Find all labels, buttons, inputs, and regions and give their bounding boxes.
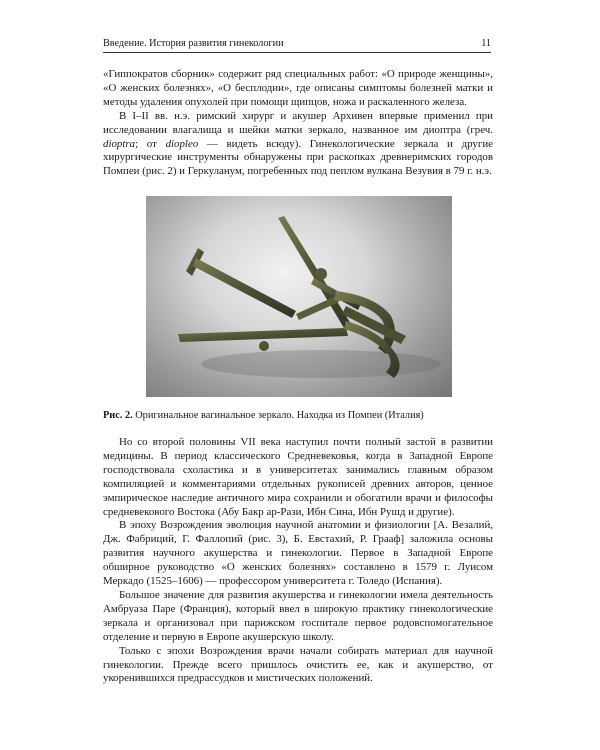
- running-head: [103, 38, 491, 53]
- text-block-top: [103, 68, 493, 179]
- figure-caption: [103, 410, 493, 421]
- text-block-bottom: [103, 436, 493, 686]
- paragraph-dioptra: В I–II вв. н.э. римский хирург и акушер Архивен впервые применил при исследовании влагалища и шейки матки зеркало, названное им диоптра (греч. dioptra; от diopleo — видеть всюду). Гинекологические зеркала и другие хирургические инструменты обнаружены при раскопках древнеримских городов Помпеи (рис. 2) и Геркуланум, погребенных под пеплом вулкана Везувия в 79 г. н.э.: [103, 109, 493, 178]
- paragraph-hippocrates: «Гиппократов сборник» содержит ряд специальных работ: «О природе женщины», «О женских болезнях», «О бесплодии», где описаны симптомы болезней матки и методы удаления опухолей при помощи щипцов, ножа и раскаленного железа.: [103, 68, 493, 108]
- figure-speculum-photo: [146, 196, 452, 397]
- paragraph-scientific-gynecology: Только с эпохи Возрождения врачи начали собирать материал для научной гинекологии. Прежде всего пришлось очистить ее, как и акушерство, от укоренившихся предрассудков и мистических положений.: [103, 644, 493, 685]
- page-number: 11: [481, 38, 491, 49]
- paragraph-pare: Большое значение для развития акушерства и гинекологии имела деятельность Амбруаза Паре (Франция), который ввел в широкую практику гинекологические зеркала и организовал при парижском госпитале первое родовспомогательное отделение и первую в Европе акушерскую школу.: [103, 588, 493, 643]
- figure-caption-text: Оригинальное вагинальное зеркало. Находка из Помпеи (Италия): [135, 410, 424, 421]
- figure-label: Рис. 2.: [103, 410, 133, 421]
- paragraph-renaissance: В эпоху Возрождения эволюция научной анатомии и физиологии [А. Везалий, Дж. Фабриций, Г. Фаллопий (рис. 3), Б. Евстахий, Р. Грааф] заложила основы развития научного акушерства и гинекологии. Первое в Западной Европе обширное руководство «О женских болезнях» составлено в 1579 г. Луисом Меркадо (1525–1606) — профессором университета г. Толедо (Испания).: [103, 519, 493, 588]
- speculum-illustration: [146, 196, 452, 397]
- paragraph-middle-ages: Но со второй половины VII века наступил почти полный застой в развитии медицины. В период классического Средневековья, когда в Западной Европе господствовала схоластика и в университетах занимались главным образом компиляцией и комментариями отдельных рукописей древних авторов, ценное эмпирическое наследие античного мира сохранили и обогатили врачи и философы средневекового Востока (Абу Бакр ар-Рази, Ибн Сина, Ибн Рушд и другие).: [103, 436, 493, 518]
- running-head-title: Введение. История развития гинекологии: [103, 38, 284, 49]
